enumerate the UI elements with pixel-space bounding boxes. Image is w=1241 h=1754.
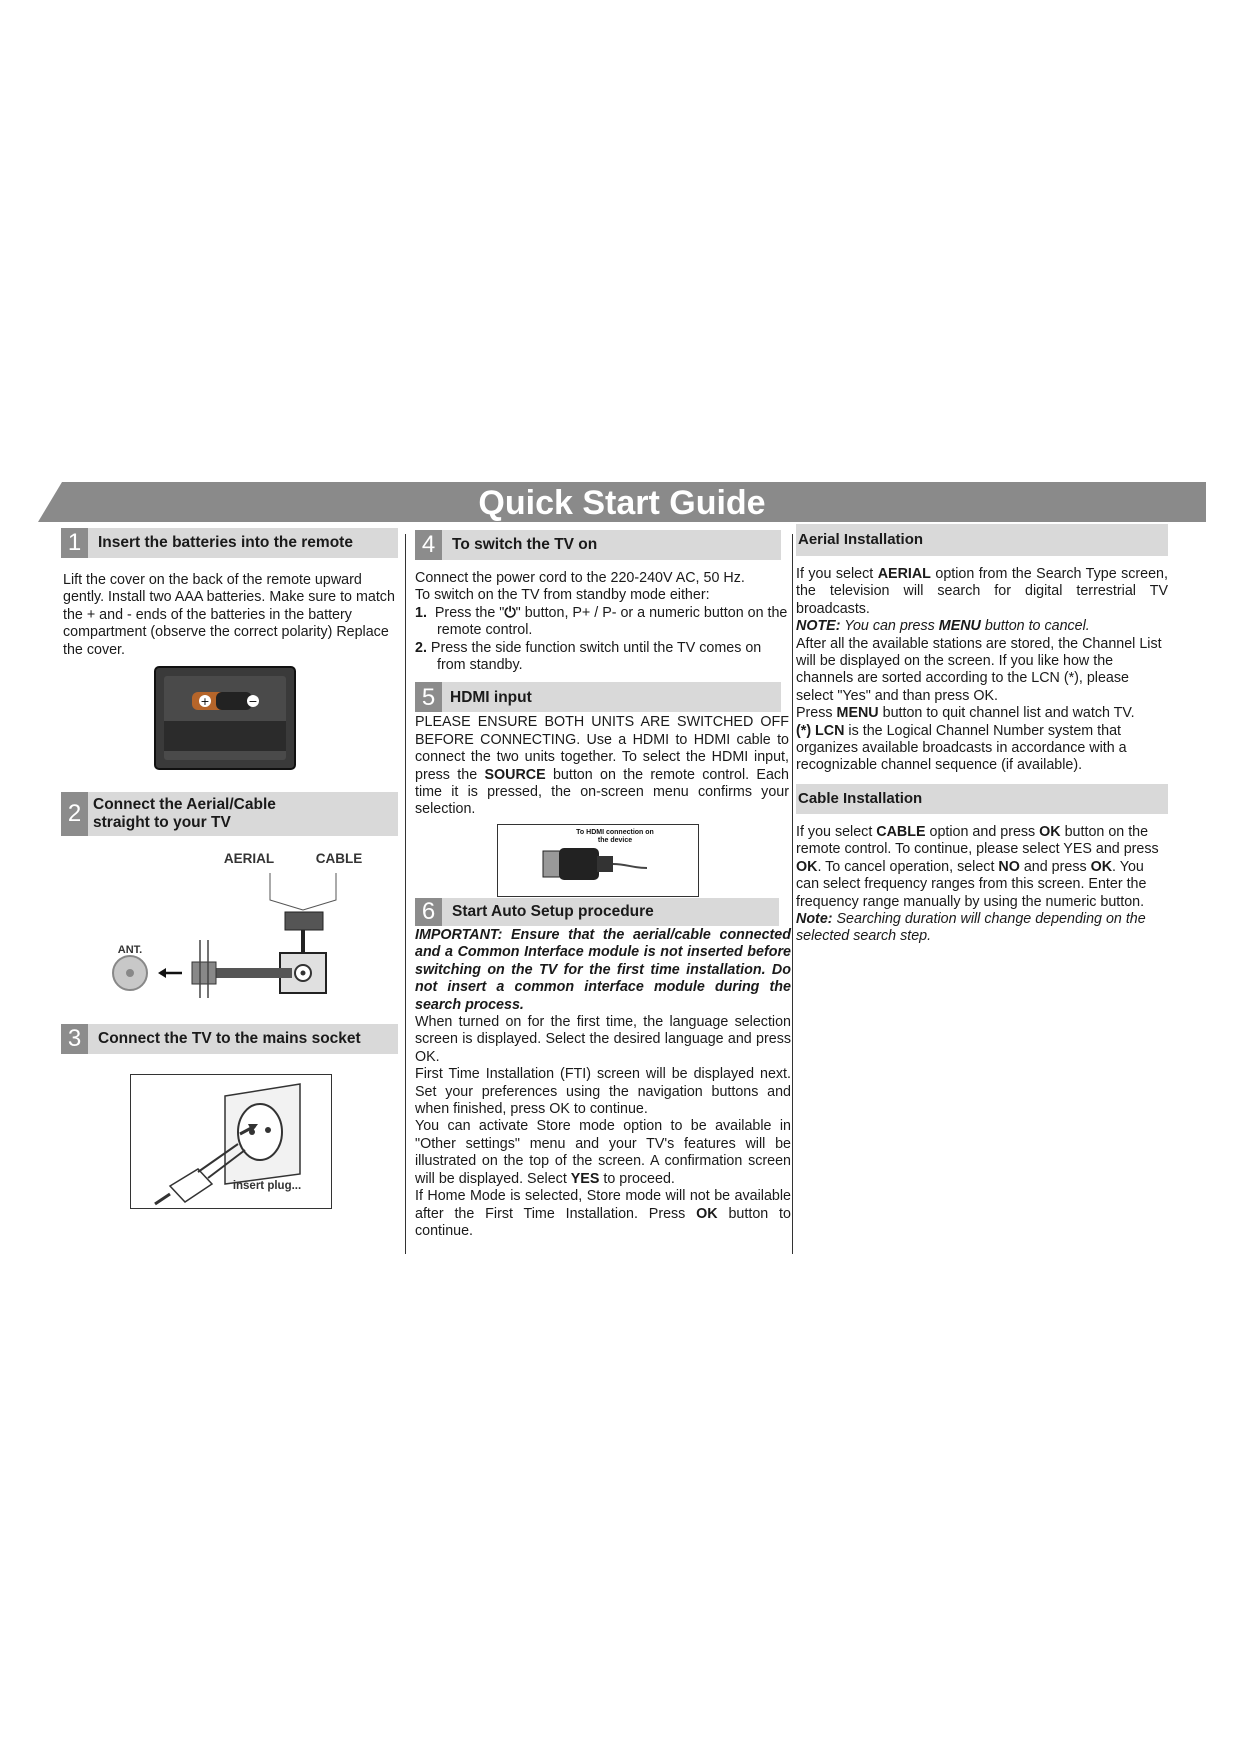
section-6 xyxy=(415,898,791,1240)
ok-label: OK xyxy=(696,1205,718,1222)
hdmi-figure xyxy=(497,824,699,897)
aerial-note xyxy=(796,618,1168,635)
menu-label: MENU xyxy=(836,705,879,722)
column-right xyxy=(796,524,1168,946)
section-6-text xyxy=(415,1188,791,1240)
aerial-text xyxy=(796,705,1168,722)
battery-figure xyxy=(154,666,296,770)
column-left xyxy=(61,528,398,659)
aerial-option-label: AERIAL xyxy=(877,566,931,582)
ok-label: OK xyxy=(1039,823,1061,840)
step-number: 4 xyxy=(415,530,442,560)
section-1-body: Lift the cover on the back of the remote upward gently. Install two AAA batteries. Make sure to match the + and - ends of the batteries in the battery compartment (observe the correct polarity) Replace the cover. xyxy=(63,572,395,658)
body-text: If you select xyxy=(796,823,877,840)
body-text: and press xyxy=(1019,858,1091,875)
section-heading: Start Auto Setup procedure xyxy=(452,903,654,921)
section-heading: Connect the TV to the mains socket xyxy=(98,1030,361,1048)
list-item xyxy=(415,605,789,640)
list-number: 2. xyxy=(415,639,427,656)
section-6-header xyxy=(415,898,779,926)
aerial-label: AERIAL xyxy=(223,851,275,866)
section-2-header xyxy=(61,792,398,836)
power-icon: ⏻ xyxy=(504,604,516,621)
body-text: . You can select frequency ranges from this screen. Enter the frequency range manually by using the numeric button. xyxy=(796,858,1147,910)
note-label: Note: xyxy=(796,910,833,927)
list-item xyxy=(415,640,789,675)
body-text: button on the remote control. Each time it is pressed, the on-screen menu confirms your selection. xyxy=(415,766,790,818)
body-text: Searching duration will change depending on the selected search step. xyxy=(796,910,1146,945)
menu-label: MENU xyxy=(938,618,981,635)
body-text: button on the remote control. To continue, please select YES and press xyxy=(796,823,1159,858)
mains-plug-figure xyxy=(130,1074,332,1209)
section-heading: HDMI input xyxy=(450,688,532,706)
aerial-installation-header: Aerial Installation xyxy=(796,524,1168,556)
section-4-text: To switch on the TV from standby mode either: xyxy=(415,587,710,604)
section-6-text xyxy=(415,1118,791,1188)
title-banner xyxy=(38,482,1206,522)
yes-label: YES xyxy=(570,1170,600,1187)
body-text: button to cancel. xyxy=(980,618,1090,635)
body-text: option from the Search Type screen, the television will search for digital terrestrial TV broadcasts. xyxy=(796,566,1168,617)
note-label: NOTE: xyxy=(796,618,841,635)
section-1-header xyxy=(61,528,398,558)
aerial-installation-body xyxy=(796,566,1168,775)
list-number: 1. xyxy=(415,604,427,621)
body-text: button to continue. xyxy=(415,1205,791,1239)
body-text: If you select xyxy=(796,566,878,582)
column-middle xyxy=(415,530,789,819)
body-text: You can activate Store mode option to be available in "Other settings" menu and your TV's features will be illustrated on the top of the screen. A confirmation screen will be displayed. Select xyxy=(415,1118,791,1187)
ok-label: OK xyxy=(796,858,818,875)
hdmi-caption-2: the device xyxy=(597,837,633,844)
cable-note xyxy=(796,911,1168,946)
list-text: Press the side function switch until the TV comes on from standby. xyxy=(430,639,762,674)
body-text: PLEASE ENSURE BOTH UNITS ARE SWITCHED OFF BEFORE CONNECTING. Use a HDMI to HDMI cable to connect the two units together. To select the HDMI input, press the xyxy=(415,714,789,783)
body-text: is the Logical Channel Number system that organizes available broadcasts in accordance with a recognizable channel sequence (if available). xyxy=(796,722,1127,774)
section-3-header xyxy=(61,1024,398,1054)
section-heading: To switch the TV on xyxy=(452,536,598,554)
svg-text:+: + xyxy=(200,695,210,708)
ok-label: OK xyxy=(1090,858,1113,875)
section-4-body xyxy=(415,570,789,674)
cable-text xyxy=(796,824,1168,911)
section-6-text: When turned on for the first time, the language selection screen is displayed. Select the desired language and press OK. xyxy=(415,1014,791,1065)
section-4-header xyxy=(415,530,781,560)
body-text: You can press xyxy=(840,618,939,635)
list-text: " button, P+ / P- or a numeric button on the remote control. xyxy=(437,604,788,639)
column-divider-2 xyxy=(792,534,793,1254)
aerial-text xyxy=(796,723,1168,775)
aerial-text: After all the available stations are stored, the Channel List will be displayed on the screen. If you like how the channels are sorted according to the LCN (*), please select "Yes" and than press OK. xyxy=(796,635,1162,704)
aerial-text xyxy=(796,566,1168,618)
cable-label: CABLE xyxy=(315,851,363,866)
cable-option-label: CABLE xyxy=(876,823,926,840)
column-divider-1 xyxy=(405,534,406,1254)
important-note: IMPORTANT: Ensure that the aerial/cable connected and a Common Interface module is not inserted before switching on the TV for the first time installation. Do not insert a common interface module during the search process. xyxy=(415,927,791,1013)
heading-line-1: Connect the Aerial/Cable xyxy=(93,796,276,813)
cable-installation-body xyxy=(796,824,1168,946)
source-button-label: SOURCE xyxy=(484,766,546,783)
step-number: 6 xyxy=(415,898,442,926)
aerial-connection-figure xyxy=(100,848,390,1000)
body-text: . To cancel operation, select xyxy=(817,858,999,875)
section-3 xyxy=(61,1024,398,1054)
no-label: NO xyxy=(998,858,1020,875)
body-text: option and press xyxy=(925,823,1040,840)
plug-caption: insert plug... xyxy=(232,1180,302,1192)
heading-line-2: straight to your TV xyxy=(93,814,231,831)
step-number: 2 xyxy=(61,792,88,836)
cable-installation-header: Cable Installation xyxy=(796,784,1168,814)
section-heading: Insert the batteries into the remote xyxy=(98,534,353,552)
ant-label: ANT. xyxy=(117,944,143,956)
body-text: Press xyxy=(796,705,837,722)
step-number: 3 xyxy=(61,1024,88,1054)
section-5-body xyxy=(415,714,789,818)
svg-text:−: − xyxy=(248,695,258,708)
step-number: 1 xyxy=(61,528,88,558)
list-text: Press the " xyxy=(434,604,505,621)
section-6-text: First Time Installation (FTI) screen will be displayed next. Set your preferences using the navigation buttons and when finished, press OK to continue. xyxy=(415,1066,791,1118)
section-5-header xyxy=(415,682,781,712)
hdmi-caption-1: To HDMI connection on xyxy=(576,829,654,836)
lcn-label: (*) LCN xyxy=(796,722,845,739)
body-text: to proceed. xyxy=(599,1170,675,1187)
body-text: button to quit channel list and watch TV. xyxy=(878,705,1135,722)
page-title: Quick Start Guide xyxy=(478,484,766,522)
step-number: 5 xyxy=(415,682,442,712)
section-2 xyxy=(61,792,398,836)
section-4-text: Connect the power cord to the 220-240V AC, 50 Hz. xyxy=(415,570,745,586)
section-heading xyxy=(93,796,276,832)
body-text: If Home Mode is selected, Store mode will not be available after the First Time Installation. Press xyxy=(415,1188,791,1222)
